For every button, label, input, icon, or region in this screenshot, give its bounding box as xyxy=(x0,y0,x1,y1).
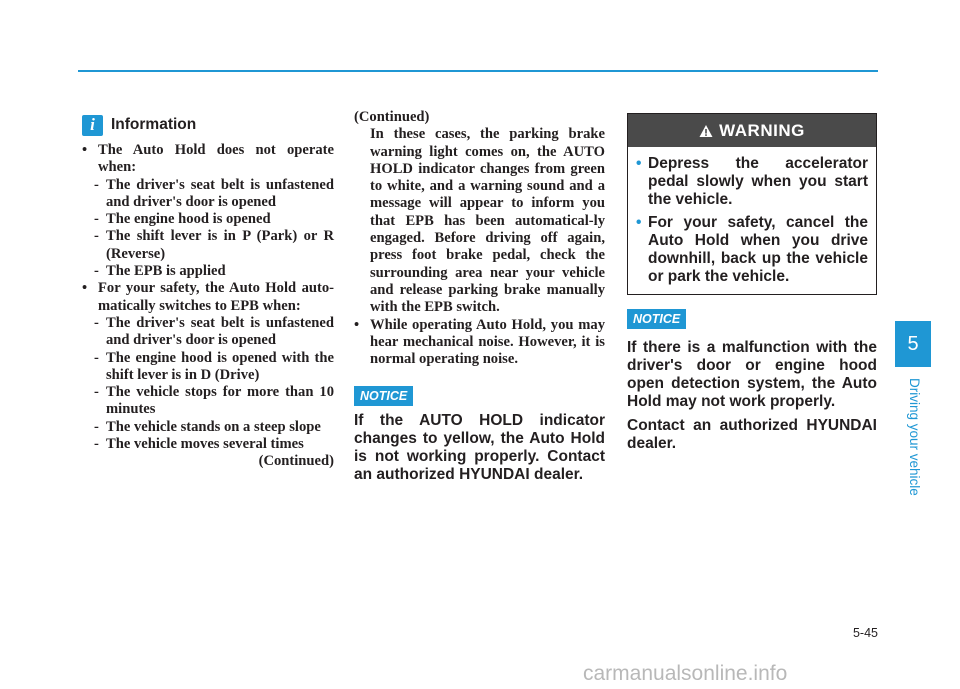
warning-box xyxy=(627,113,877,295)
continued-label: (Continued) xyxy=(354,109,430,125)
list-item: - The shift lever is in P (Park) or R (Reverse) xyxy=(82,228,334,263)
warning-icon xyxy=(699,124,713,138)
notice-text: Contact an authorized HYUNDAI dealer. xyxy=(627,417,877,452)
list-item: - The driver's seat belt is unfastened and driver's door is opened xyxy=(82,315,334,350)
list-item: - The driver's seat belt is unfastened and driver's door is opened xyxy=(82,177,334,212)
notice-text: If there is a malfunction with the driver's door or engine hood open detection system, the Auto Hold may not work properly. xyxy=(627,339,877,410)
information-column xyxy=(82,112,334,471)
list-item: - The EPB is applied xyxy=(82,263,334,280)
top-rule xyxy=(78,70,878,72)
warning-column xyxy=(627,113,877,453)
warning-item: • For your safety, cancel the Auto Hold when you drive downhill, back up the vehicle or park the vehicle. xyxy=(636,214,868,286)
information-title: Information xyxy=(111,116,197,134)
info-icon: i xyxy=(82,115,103,136)
list-item: - The engine hood is opened with the shift lever is in D (Drive) xyxy=(82,350,334,385)
notice-badge: NOTICE xyxy=(354,386,413,406)
list-item: - The vehicle stops for more than 10 minutes xyxy=(82,384,334,419)
information-bullet-3: • While operating Auto Hold, you may hear mechanical noise. However, it is normal operating noise. xyxy=(354,317,605,369)
warning-title: WARNING xyxy=(719,120,805,140)
warning-header xyxy=(628,114,876,147)
information-bullet-1: • The Auto Hold does not operate when: xyxy=(82,142,334,177)
list-item: - The vehicle stands on a steep slope xyxy=(82,419,334,436)
chapter-tab: 5 xyxy=(895,321,931,367)
continued-label: (Continued) xyxy=(258,453,334,470)
information-bullet-2: • For your safety, the Auto Hold auto-matically switches to EPB when: xyxy=(82,280,334,315)
list-item: - The engine hood is opened xyxy=(82,211,334,228)
watermark: carmanualsonline.info xyxy=(583,662,788,685)
information-paragraph: In these cases, the parking brake warning light comes on, the AUTO HOLD indicator changes from green to white, and a warning sound and a message will appear to inform you that EPB has been automatical-ly engaged. Before driving off again, press foot brake pedal, check the surrounding area near your vehicle and release parking brake manually with the EPB switch. xyxy=(370,126,605,316)
notice-text: If the AUTO HOLD indicator changes to yellow, the Auto Hold is not working properly. Contact an authorized HYUNDAI dealer. xyxy=(354,412,605,484)
information-header xyxy=(82,112,334,138)
warning-item: • Depress the accelerator pedal slowly when you start the vehicle. xyxy=(636,155,868,209)
continued-column xyxy=(354,109,605,484)
page-number: 5-45 xyxy=(852,626,878,640)
chapter-label: Driving your vehicle xyxy=(907,378,922,496)
notice-badge: NOTICE xyxy=(627,309,686,329)
list-item: - The vehicle moves several times xyxy=(82,436,334,453)
warning-body xyxy=(628,147,876,294)
